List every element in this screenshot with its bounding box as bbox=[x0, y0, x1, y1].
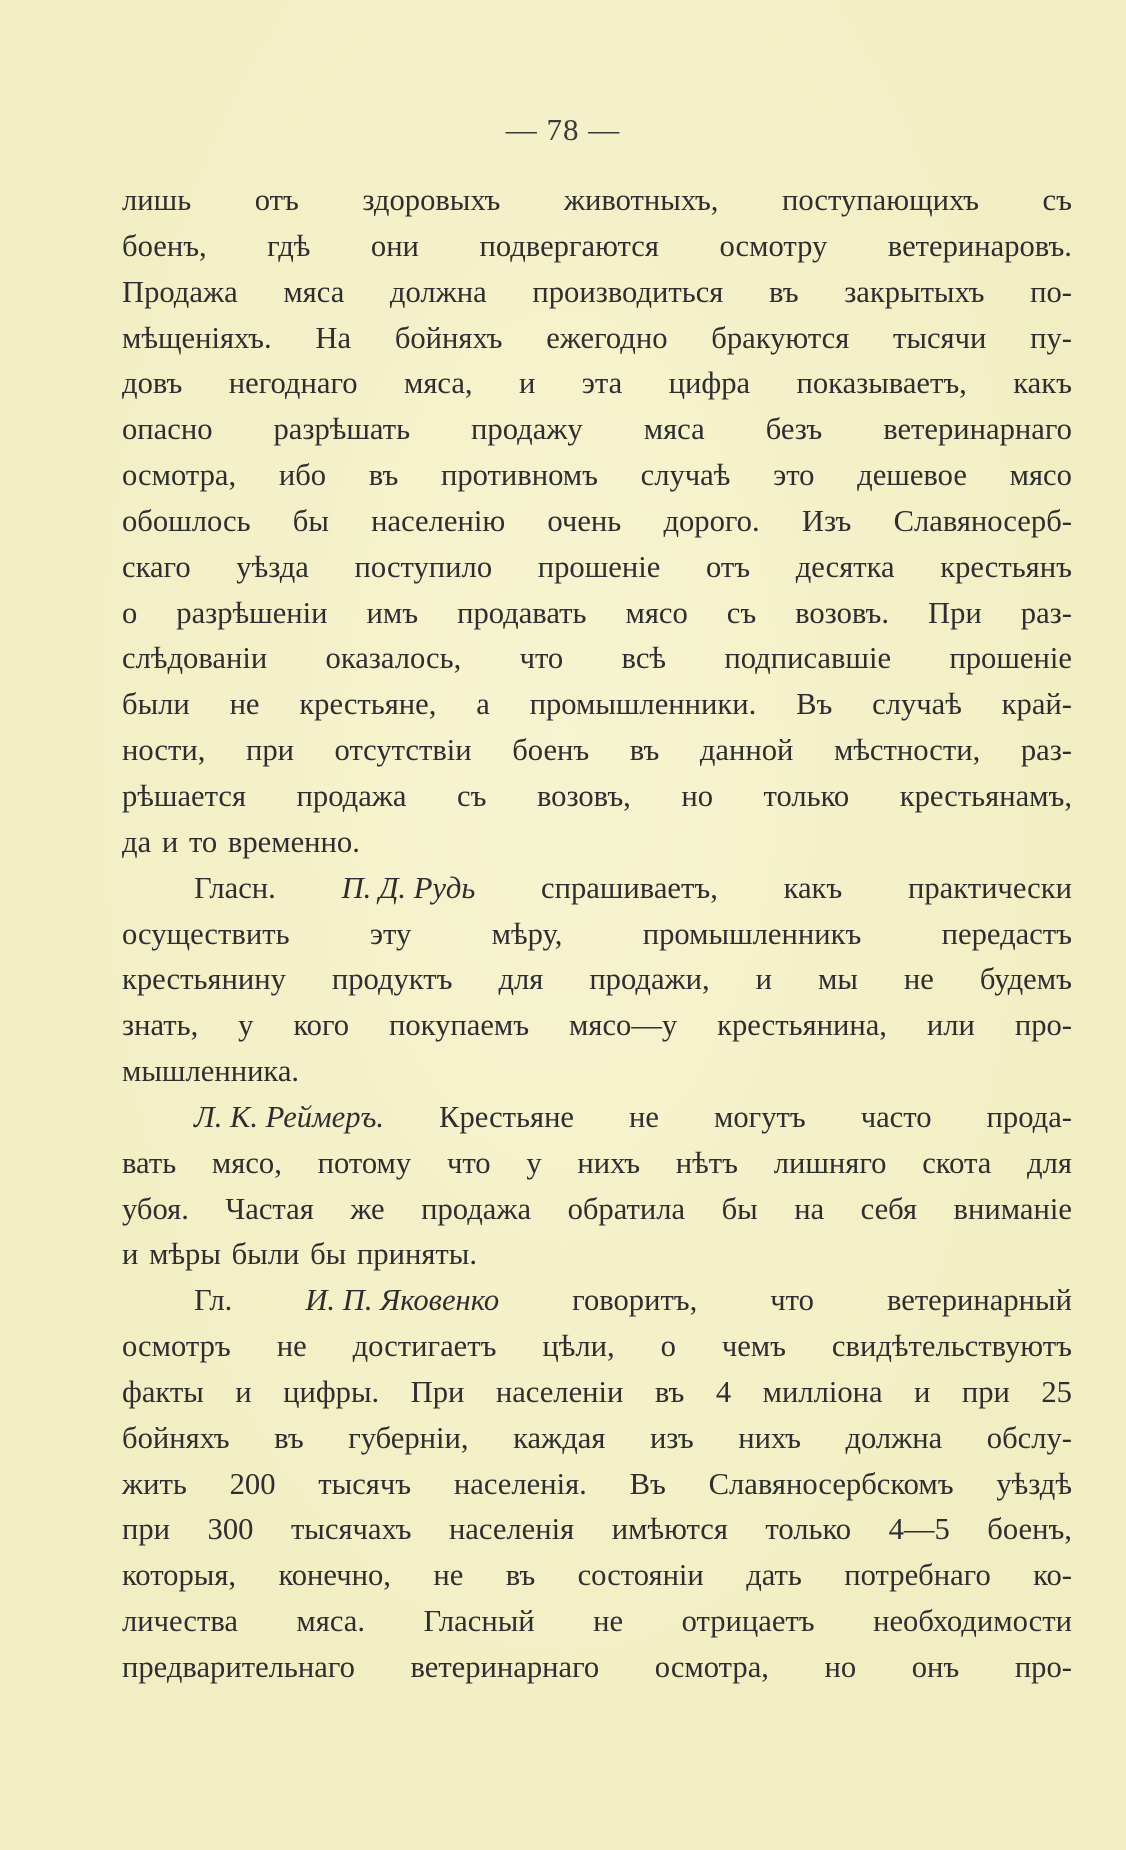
text-line bbox=[122, 361, 1072, 407]
word: ветеринаровъ. bbox=[887, 228, 1072, 263]
word: крестьяне, bbox=[299, 687, 437, 722]
word: мясо bbox=[625, 595, 688, 630]
word: приняты. bbox=[356, 1237, 477, 1272]
text-line bbox=[122, 1462, 1072, 1508]
word: были bbox=[231, 1237, 300, 1272]
word: отсутствіи bbox=[334, 733, 472, 768]
word: это bbox=[773, 458, 815, 493]
word: нихъ bbox=[577, 1145, 641, 1180]
word: при bbox=[122, 1512, 171, 1547]
word: 4—5 bbox=[888, 1512, 950, 1547]
paragraph-2 bbox=[122, 866, 1072, 1095]
word: будемъ bbox=[979, 962, 1072, 997]
word: негоднаго bbox=[228, 366, 358, 401]
word: населенія bbox=[448, 1512, 575, 1547]
word: не bbox=[433, 1558, 464, 1593]
word: эта bbox=[581, 366, 623, 401]
word: нихъ bbox=[738, 1420, 801, 1455]
text-line bbox=[122, 1049, 1072, 1095]
word: потому bbox=[317, 1145, 412, 1180]
text-line bbox=[122, 957, 1072, 1003]
word: боенъ, bbox=[122, 228, 207, 263]
word: 200 bbox=[229, 1466, 276, 1501]
word: не bbox=[903, 962, 934, 997]
word: убоя. bbox=[122, 1191, 189, 1226]
text-line bbox=[122, 270, 1072, 316]
text-line bbox=[122, 178, 1072, 224]
word: мѣру, bbox=[491, 916, 563, 951]
text-line bbox=[122, 1095, 1072, 1141]
word: или bbox=[926, 1008, 975, 1043]
word: подвергаются bbox=[479, 228, 659, 263]
word: при bbox=[961, 1374, 1010, 1409]
word: которыя, bbox=[122, 1558, 237, 1593]
word: не bbox=[629, 1099, 659, 1134]
word: факты bbox=[122, 1374, 204, 1409]
word: вать bbox=[122, 1145, 177, 1180]
word: прошеніе bbox=[949, 641, 1072, 676]
word: изъ bbox=[649, 1420, 694, 1455]
word: очень bbox=[547, 503, 622, 538]
word: крестьянину bbox=[122, 962, 286, 997]
word: На bbox=[315, 320, 352, 355]
word: но bbox=[824, 1650, 857, 1684]
word: уѣздѣ bbox=[996, 1466, 1072, 1501]
word: жить bbox=[122, 1466, 187, 1501]
word: скаго bbox=[122, 549, 191, 584]
word: съ bbox=[457, 778, 487, 813]
text-line bbox=[122, 407, 1072, 453]
word: бракуются bbox=[711, 320, 850, 355]
word: знать, bbox=[122, 1008, 199, 1043]
word: должна bbox=[389, 274, 487, 309]
word: продуктъ bbox=[331, 962, 453, 997]
speaker-name: И. П. Яковенко bbox=[305, 1283, 500, 1318]
word: возовъ, bbox=[536, 778, 631, 813]
word: прошеніе bbox=[537, 549, 661, 584]
word: милліона bbox=[762, 1374, 883, 1409]
text-line bbox=[122, 682, 1072, 728]
word: съ bbox=[1042, 183, 1072, 217]
word: для bbox=[498, 962, 544, 997]
text-line bbox=[122, 545, 1072, 591]
word: осуществить bbox=[122, 916, 290, 951]
word: закрытыхъ bbox=[844, 274, 985, 309]
word: производиться bbox=[532, 274, 724, 309]
word: ветеринарный bbox=[886, 1283, 1072, 1318]
word: и bbox=[161, 824, 179, 859]
word: пу- bbox=[1030, 320, 1072, 355]
word: показываетъ, bbox=[796, 366, 967, 401]
word: обошлось bbox=[122, 503, 251, 538]
word: нѣтъ bbox=[675, 1145, 738, 1180]
word: а bbox=[476, 687, 490, 722]
word: состояніи bbox=[577, 1558, 704, 1593]
word: противномъ bbox=[440, 458, 598, 493]
word: въ bbox=[274, 1420, 304, 1455]
paragraph-1 bbox=[122, 178, 1072, 866]
word: мяса, bbox=[403, 366, 473, 401]
word: Славяносербскомъ bbox=[708, 1466, 954, 1501]
text-line bbox=[122, 636, 1072, 682]
word: временно. bbox=[227, 824, 360, 859]
word: мяса bbox=[283, 274, 345, 309]
page-number: — 78 — bbox=[505, 112, 621, 147]
word: опасно bbox=[122, 412, 213, 447]
text-line bbox=[122, 224, 1072, 270]
word: потребнаго bbox=[844, 1558, 991, 1593]
word: и bbox=[914, 1374, 931, 1409]
word: продажа bbox=[296, 778, 407, 813]
word: При bbox=[410, 1374, 465, 1409]
word: и bbox=[755, 962, 773, 997]
word: предварительнаго bbox=[122, 1650, 355, 1684]
word: 25 bbox=[1041, 1374, 1072, 1409]
word: о bbox=[660, 1329, 676, 1364]
word: же bbox=[350, 1191, 385, 1226]
word: тысячахъ bbox=[290, 1512, 412, 1547]
word: продавать bbox=[457, 595, 587, 630]
text-line bbox=[122, 1645, 1072, 1691]
text-line bbox=[122, 1187, 1072, 1233]
word: тысячи bbox=[893, 320, 987, 355]
word: мяса bbox=[643, 412, 705, 447]
text-line bbox=[122, 774, 1072, 820]
word: и bbox=[235, 1374, 252, 1409]
word: поступающихъ bbox=[782, 183, 979, 217]
word: населенія. bbox=[453, 1466, 587, 1501]
word: мясо—у bbox=[569, 1008, 678, 1043]
word: ибо bbox=[278, 458, 327, 493]
word: съ bbox=[726, 595, 757, 630]
word: ности, bbox=[122, 733, 206, 768]
word: подписавшіе bbox=[724, 641, 892, 676]
word: довъ bbox=[122, 366, 183, 401]
word: имѣются bbox=[611, 1512, 728, 1547]
word: десятка bbox=[795, 549, 895, 584]
word: каждая bbox=[513, 1420, 606, 1455]
word: эту bbox=[369, 916, 412, 951]
word: у bbox=[238, 1008, 254, 1043]
word: отъ bbox=[705, 549, 751, 584]
word: осмотру bbox=[719, 228, 828, 263]
word: Въ bbox=[629, 1466, 666, 1501]
word: что bbox=[519, 641, 564, 676]
word: покупаемъ bbox=[388, 1008, 530, 1043]
word: населеніи bbox=[495, 1374, 624, 1409]
word: скота bbox=[922, 1145, 992, 1180]
text-line bbox=[122, 1232, 1072, 1278]
word: чемъ bbox=[721, 1329, 786, 1364]
word: вниманіе bbox=[953, 1191, 1072, 1226]
word: ежегодно bbox=[546, 320, 668, 355]
word: не bbox=[593, 1604, 624, 1639]
word: 300 bbox=[207, 1512, 254, 1547]
word: въ bbox=[769, 274, 799, 309]
word: то bbox=[188, 824, 218, 859]
word: цѣли, bbox=[542, 1329, 615, 1364]
word: раз- bbox=[1020, 595, 1072, 630]
word: Изъ bbox=[801, 503, 852, 538]
word: на bbox=[794, 1191, 825, 1226]
word: ветеринарнаго bbox=[883, 412, 1072, 447]
word: передастъ bbox=[941, 916, 1072, 951]
word: продажа bbox=[421, 1191, 532, 1226]
word: отрицаетъ bbox=[681, 1604, 815, 1639]
word: бойняхъ bbox=[394, 320, 503, 355]
paragraph-4 bbox=[122, 1278, 1072, 1691]
word: разрѣшать bbox=[273, 412, 411, 447]
word: 4 bbox=[715, 1374, 732, 1409]
word: крестьянамъ, bbox=[899, 778, 1072, 813]
word: гдѣ bbox=[267, 228, 311, 263]
word: часто bbox=[860, 1099, 932, 1134]
word: имъ bbox=[366, 595, 419, 630]
word: бы bbox=[310, 1237, 347, 1272]
word: осмотра, bbox=[654, 1650, 769, 1684]
word: въ bbox=[629, 733, 660, 768]
word: мясо, bbox=[211, 1145, 282, 1180]
word: кого bbox=[293, 1008, 350, 1043]
word: Частая bbox=[225, 1191, 314, 1226]
text-line bbox=[122, 1416, 1072, 1462]
word: могутъ bbox=[714, 1099, 806, 1134]
text-line bbox=[122, 1507, 1072, 1553]
word: боенъ, bbox=[987, 1512, 1072, 1547]
text-line bbox=[122, 866, 1072, 912]
word: край- bbox=[1001, 687, 1072, 722]
word: говоритъ, bbox=[572, 1283, 698, 1318]
word: рѣшается bbox=[122, 778, 247, 813]
word: у bbox=[526, 1145, 542, 1180]
text-line bbox=[122, 820, 1072, 866]
word: для bbox=[1027, 1145, 1072, 1180]
word: Гласн. bbox=[194, 870, 276, 905]
word: населенію bbox=[371, 503, 506, 538]
word: Въ bbox=[796, 687, 833, 722]
word: лишняго bbox=[773, 1145, 887, 1180]
body-text bbox=[122, 178, 1072, 1691]
word: обратила bbox=[567, 1191, 686, 1226]
text-line bbox=[122, 1278, 1072, 1324]
word: бойняхъ bbox=[122, 1420, 230, 1455]
word: слѣдованіи bbox=[122, 641, 268, 676]
text-line bbox=[122, 1599, 1072, 1645]
word: осмотра, bbox=[122, 458, 237, 493]
text-line bbox=[122, 728, 1072, 774]
word: Гл. bbox=[194, 1283, 233, 1318]
word: достигаетъ bbox=[352, 1329, 497, 1364]
word: Славяносерб- bbox=[893, 503, 1072, 538]
word: что bbox=[446, 1145, 491, 1180]
word: данной bbox=[699, 733, 794, 768]
word: ко- bbox=[1033, 1558, 1072, 1593]
word: бы bbox=[292, 503, 329, 538]
word: лишь bbox=[122, 183, 192, 217]
word: про- bbox=[1014, 1650, 1072, 1684]
word: бы bbox=[721, 1191, 758, 1226]
word: о bbox=[122, 595, 138, 630]
word: и bbox=[518, 366, 536, 401]
word: крестьянина, bbox=[717, 1008, 887, 1043]
word: всѣ bbox=[621, 641, 667, 676]
word: не bbox=[229, 687, 260, 722]
word: здоровыхъ bbox=[362, 183, 501, 217]
word: должна bbox=[845, 1420, 943, 1455]
word: мышленника. bbox=[122, 1054, 300, 1089]
text-line bbox=[122, 1553, 1072, 1599]
word: при bbox=[245, 733, 294, 768]
word: дорого. bbox=[663, 503, 760, 538]
word: продажу bbox=[471, 412, 583, 447]
word: какъ bbox=[783, 870, 843, 905]
word: ветеринарнаго bbox=[410, 1650, 600, 1684]
text-line bbox=[122, 912, 1072, 958]
word: поступило bbox=[354, 549, 493, 584]
word: цифры. bbox=[283, 1374, 380, 1409]
word: только bbox=[763, 778, 850, 813]
text-line bbox=[122, 1370, 1072, 1416]
word: но bbox=[681, 778, 714, 813]
word: необходимости bbox=[873, 1604, 1072, 1639]
word: разрѣшеніи bbox=[176, 595, 328, 630]
text-line bbox=[122, 1003, 1072, 1049]
word: были bbox=[122, 687, 190, 722]
word: только bbox=[765, 1512, 852, 1547]
word: да bbox=[122, 824, 152, 859]
text-line bbox=[122, 453, 1072, 499]
word: мѣры bbox=[149, 1237, 221, 1272]
word: и bbox=[122, 1237, 139, 1272]
word: по- bbox=[1030, 274, 1072, 309]
word: уѣзда bbox=[236, 549, 309, 584]
text-line bbox=[122, 1141, 1072, 1187]
text-line bbox=[122, 316, 1072, 362]
word: спрашиваетъ, bbox=[541, 870, 718, 905]
word: Продажа bbox=[122, 274, 238, 309]
word: въ bbox=[368, 458, 399, 493]
word: про- bbox=[1014, 1008, 1072, 1043]
word: промышленники. bbox=[529, 687, 757, 722]
word: въ bbox=[654, 1374, 685, 1409]
word: возовъ. bbox=[795, 595, 890, 630]
word: личества bbox=[122, 1604, 238, 1639]
word: животныхъ, bbox=[563, 183, 719, 217]
word: мы bbox=[818, 962, 858, 997]
word: продажи, bbox=[589, 962, 710, 997]
word: конечно, bbox=[278, 1558, 391, 1593]
word: не bbox=[276, 1329, 307, 1364]
word: губерніи, bbox=[348, 1420, 469, 1455]
text-line bbox=[122, 499, 1072, 545]
word: безъ bbox=[765, 412, 823, 447]
word: себя bbox=[860, 1191, 918, 1226]
word: раз- bbox=[1020, 733, 1072, 768]
word: практически bbox=[907, 870, 1072, 905]
word: они bbox=[370, 228, 419, 263]
word: мѣстности, bbox=[833, 733, 981, 768]
word: мясо bbox=[1009, 458, 1072, 493]
word: случаѣ bbox=[640, 458, 731, 493]
word: прода- bbox=[986, 1099, 1072, 1134]
word: онъ bbox=[911, 1650, 960, 1684]
word: дать bbox=[746, 1558, 802, 1593]
text-line bbox=[122, 1324, 1072, 1370]
speaker-name: Л. К. Реймеръ. bbox=[194, 1099, 385, 1134]
word: боенъ bbox=[512, 733, 590, 768]
word: При bbox=[928, 595, 982, 630]
paragraph-3 bbox=[122, 1095, 1072, 1278]
text-line bbox=[122, 591, 1072, 637]
word: отъ bbox=[254, 183, 299, 217]
word: осмотръ bbox=[122, 1329, 231, 1364]
word: дешевое bbox=[857, 458, 967, 493]
word: Крестьяне bbox=[439, 1099, 575, 1134]
word: промышленникъ bbox=[642, 916, 862, 951]
word: случаѣ bbox=[872, 687, 962, 722]
word: что bbox=[770, 1283, 814, 1318]
word: мѣщеніяхъ. bbox=[122, 320, 272, 355]
word: крестьянъ bbox=[940, 549, 1072, 584]
word: цифра bbox=[668, 366, 751, 401]
word: въ bbox=[505, 1558, 536, 1593]
word: свидѣтельствуютъ bbox=[831, 1329, 1072, 1364]
word: тысячъ bbox=[318, 1466, 412, 1501]
word: оказалось, bbox=[325, 641, 462, 676]
word: мяса. bbox=[296, 1604, 366, 1639]
speaker-name: П. Д. Рудь bbox=[341, 870, 476, 905]
word: обслу- bbox=[986, 1420, 1072, 1455]
word: Гласный bbox=[423, 1604, 535, 1639]
word: какъ bbox=[1013, 366, 1072, 401]
